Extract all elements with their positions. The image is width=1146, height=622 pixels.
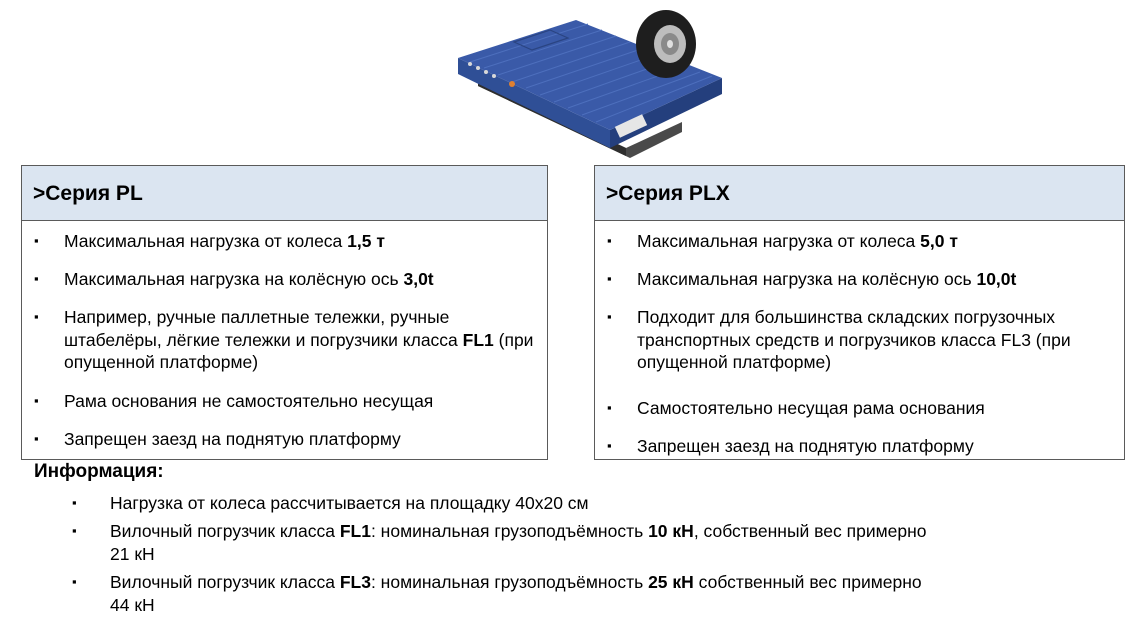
list-item	[595, 268, 1114, 291]
list-item	[22, 306, 537, 374]
bullet-icon: ▪	[34, 271, 39, 286]
text-run: : номинальная грузоподъёмность	[370, 572, 649, 592]
text-run: Максимальная нагрузка на колёсную ось	[64, 269, 404, 289]
list-item-text	[64, 231, 385, 251]
bullet-icon: ▪	[72, 495, 77, 510]
list-item-text	[637, 269, 1016, 289]
text-run: Вилочный погрузчик класса	[110, 572, 340, 592]
bullet-icon: ▪	[34, 309, 39, 324]
list-item	[22, 390, 537, 413]
text-run: собственный вес примерно 44 кН	[110, 572, 922, 615]
wheel-icon	[636, 10, 696, 78]
list-item	[595, 230, 1114, 253]
info-title: Информация:	[34, 461, 164, 482]
list-item-text	[110, 521, 927, 564]
bullet-icon: ▪	[72, 523, 77, 538]
text-run: Запрещен заезд на поднятую платформу	[64, 429, 401, 449]
emphasis-text: 10,0t	[976, 269, 1017, 289]
list-item-text	[637, 231, 958, 251]
warning-light	[509, 81, 515, 87]
list-item	[62, 571, 942, 616]
text-run: Вилочный погрузчик класса	[110, 521, 340, 541]
bullet-icon: ▪	[34, 233, 39, 248]
emphasis-text: FL1	[339, 521, 371, 541]
text-run: Максимальная нагрузка на колёсную ось	[637, 269, 977, 289]
list-item-text	[637, 398, 985, 418]
bullet-icon: ▪	[607, 271, 612, 286]
emphasis-text: 3,0t	[403, 269, 434, 289]
text-run: , собственный вес примерно 21 кН	[110, 521, 927, 564]
list-item	[595, 435, 1114, 458]
list-item	[62, 492, 942, 515]
list-item-text	[637, 307, 1071, 372]
list-item-text	[64, 307, 533, 372]
list-item	[22, 268, 537, 291]
text-run: Максимальная нагрузка от колеса	[64, 231, 348, 251]
list-item	[595, 397, 1114, 420]
bullet-icon: ▪	[607, 400, 612, 415]
series-plx-title: >Серия PLX	[595, 166, 1124, 221]
series-pl-box	[21, 165, 548, 460]
emphasis-text: FL1	[462, 329, 494, 350]
emphasis-text: 10 кН	[648, 521, 694, 541]
lift-platform-image	[450, 0, 740, 160]
text-run: Максимальная нагрузка от колеса	[637, 231, 921, 251]
emphasis-text: 1,5 т	[347, 231, 385, 251]
list-item-text	[110, 572, 922, 615]
text-run: Нагрузка от колеса рассчитывается на площадку 40x20 см	[110, 493, 589, 513]
bullet-icon: ▪	[607, 233, 612, 248]
series-plx-box	[594, 165, 1125, 460]
bullet-icon: ▪	[607, 438, 612, 453]
text-run: (при опущенной платформе)	[64, 329, 534, 372]
emphasis-text: 5,0 т	[920, 231, 958, 251]
bullet-icon: ▪	[34, 431, 39, 446]
list-item-text	[64, 429, 401, 449]
series-pl-title: >Серия PL	[22, 166, 547, 221]
text-run: Самостоятельно несущая рама основания	[637, 398, 985, 418]
emphasis-text: FL3	[339, 572, 371, 592]
text-run: Рама основания не самостоятельно несущая	[64, 391, 434, 411]
list-item	[22, 428, 537, 451]
bullet-icon: ▪	[72, 574, 77, 589]
text-run: Например, ручные паллетные тележки, ручные штабелёры, лёгкие тележки и погрузчики класса	[64, 307, 463, 350]
list-item-text	[64, 269, 434, 289]
bullet-icon: ▪	[34, 393, 39, 408]
list-item	[22, 230, 537, 253]
text-run: Подходит для большинства складских погрузочных транспортных средств и погрузчиков класса FL3 (при опущенной платформе)	[637, 307, 1071, 372]
text-run: : номинальная грузоподъёмность	[370, 521, 649, 541]
list-item	[595, 306, 1114, 374]
list-item	[62, 520, 942, 565]
emphasis-text: 25 кН	[648, 572, 694, 592]
list-item-text	[637, 436, 974, 456]
text-run: Запрещен заезд на поднятую платформу	[637, 436, 974, 456]
bullet-icon: ▪	[607, 309, 612, 324]
list-item-text	[110, 493, 589, 513]
list-item-text	[64, 391, 433, 411]
